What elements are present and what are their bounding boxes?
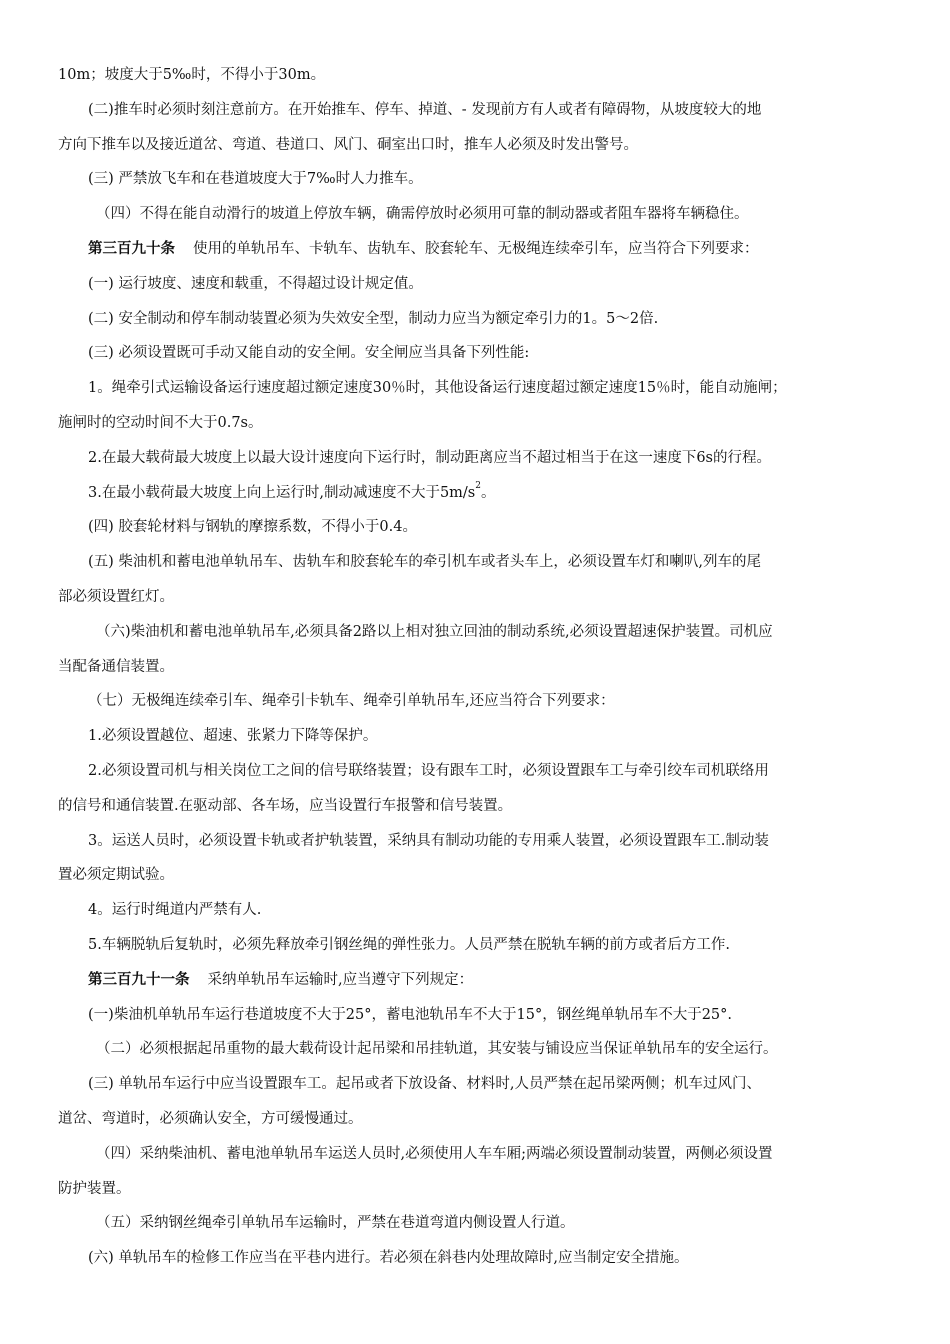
text-line: （四）采纳柴油机、蓄电池单轨吊车运送人员时,必须使用人车车厢;两端必须设置制动装置，两侧必须设置 [96, 1145, 773, 1162]
text-line: 防护装置。 [58, 1180, 131, 1197]
article-390-line [58, 232, 894, 267]
sentence-end: 。 [480, 484, 496, 501]
article-390-text: 使用的单轨吊车、卡轨车、齿轨车、胶套轮车、无极绳连续牵引车，应当符合下列要求： [193, 240, 759, 257]
text-line: 道岔、弯道时，必须确认安全，方可缓慢通过。 [58, 1110, 363, 1127]
text-line: （五）采纳钢丝绳牵引单轨吊车运输时，严禁在巷道弯道内侧设置人行道。 [96, 1215, 575, 1232]
text-line: (三) 单轨吊车运行中应当设置跟车工。起吊或者下放设备、材料时,人员严禁在起吊梁两侧；机车过风门、 [88, 1076, 762, 1093]
article-391-text: 采纳单轨吊车运输时,应当遵守下列规定： [207, 971, 474, 988]
text-line: （七）无极绳连续牵引车、绳牵引卡轨车、绳牵引单轨吊车,还应当符合下列要求： [88, 693, 615, 710]
superscript: 2 [475, 480, 481, 491]
text-line: (二)推车时必须时刻注意前方。在开始推车、停车、掉道、- 发现前方有人或者有障碍物，从坡度较大的地 [88, 101, 762, 118]
text-line: 施闸时的空动时间不大于0.7s。 [58, 414, 263, 431]
text-line: (四) 胶套轮材料与钢轨的摩擦系数，不得小于0.4。 [88, 519, 417, 536]
text-line: 2.必须设置司机与相关岗位工之间的信号联络装置；设有跟车工时，必须设置跟车工与牵引绞车司机联络用 [88, 762, 769, 779]
text-line: （四）不得在能自动滑行的坡道上停放车辆，确需停放时必须用可靠的制动器或者阻车器将车辆稳住。 [96, 206, 749, 223]
article-390-heading: 第三百九十条 [88, 240, 175, 257]
text-line: 的信号和通信装置.在驱动部、各车场，应当设置行车报警和信号装置。 [58, 797, 513, 814]
text-line: （二）必须根据起吊重物的最大载荷设计起吊梁和吊挂轨道，其安装与铺设应当保证单轨吊车的安全运行。 [96, 1041, 778, 1058]
text-line: 5.车辆脱轨后复轨时，必须先释放牵引钢丝绳的弹性张力。人员严禁在脱轨车辆的前方或者后方工作. [88, 936, 730, 953]
text-line: （六)柴油机和蓄电池单轨吊车,必须具备2路以上相对独立回油的制动系统,必须设置超速保护装置。司机应 [96, 623, 773, 640]
braking-decel-text: 3.在最小载荷最大坡度上向上运行时,制动减速度不大于5m/s [88, 484, 476, 501]
text-line: 部必须设置红灯。 [58, 588, 174, 605]
text-line: (三) 严禁放飞车和在巷道坡度大于7‰时人力推车。 [88, 171, 423, 188]
article-391-heading: 第三百九十一条 [88, 971, 190, 988]
text-line: 方向下推车以及接近道岔、弯道、巷道口、风门、硐室出口时，推车人必须及时发出警号。 [58, 136, 638, 153]
text-line: 2.在最大载荷最大坡度上以最大设计速度向下运行时，制动距离应当不超过相当于在这一速度下6s的行程。 [88, 449, 771, 466]
text-line: 当配备通信装置。 [58, 658, 174, 675]
text-line: 3。运送人员时，必须设置卡轨或者护轨装置，采纳具有制动功能的专用乘人装置，必须设置跟车工.制动装 [88, 832, 769, 849]
text-line: 1。绳牵引式运输设备运行速度超过额定速度30％时，其他设备运行速度超过额定速度15％时，能自动施闸； [88, 380, 787, 397]
text-line: (五) 柴油机和蓄电池单轨吊车、齿轨车和胶套轮车的牵引机车或者头车上，必须设置车灯和喇叭,列车的尾 [88, 554, 762, 571]
text-line: 4。运行时绳道内严禁有人. [88, 902, 262, 919]
text-line: (一)柴油机单轨吊车运行巷道坡度不大于25°，蓄电池轨吊车不大于15°，钢丝绳单轨吊车不大于25°. [88, 1006, 733, 1023]
text-line [58, 476, 894, 511]
text-line: 置必须定期试验。 [58, 867, 174, 884]
text-line: (一) 运行坡度、速度和载重，不得超过设计规定值。 [88, 275, 423, 292]
document-body [58, 58, 894, 1276]
text-line: (六) 单轨吊车的检修工作应当在平巷内进行。若必须在斜巷内处理故障时,应当制定安全措施。 [88, 1250, 689, 1267]
text-line: 1.必须设置越位、超速、张紧力下降等保护。 [88, 728, 378, 745]
text-line: (二) 安全制动和停车制动装置必须为失效安全型，制动力应当为额定牵引力的1。5～2倍. [88, 310, 659, 327]
article-391-line [58, 963, 894, 998]
text-line: 10m；坡度大于5‰时，不得小于30m。 [58, 67, 326, 83]
text-line: (三) 必须设置既可手动又能自动的安全闸。安全闸应当具备下列性能: [88, 345, 530, 362]
